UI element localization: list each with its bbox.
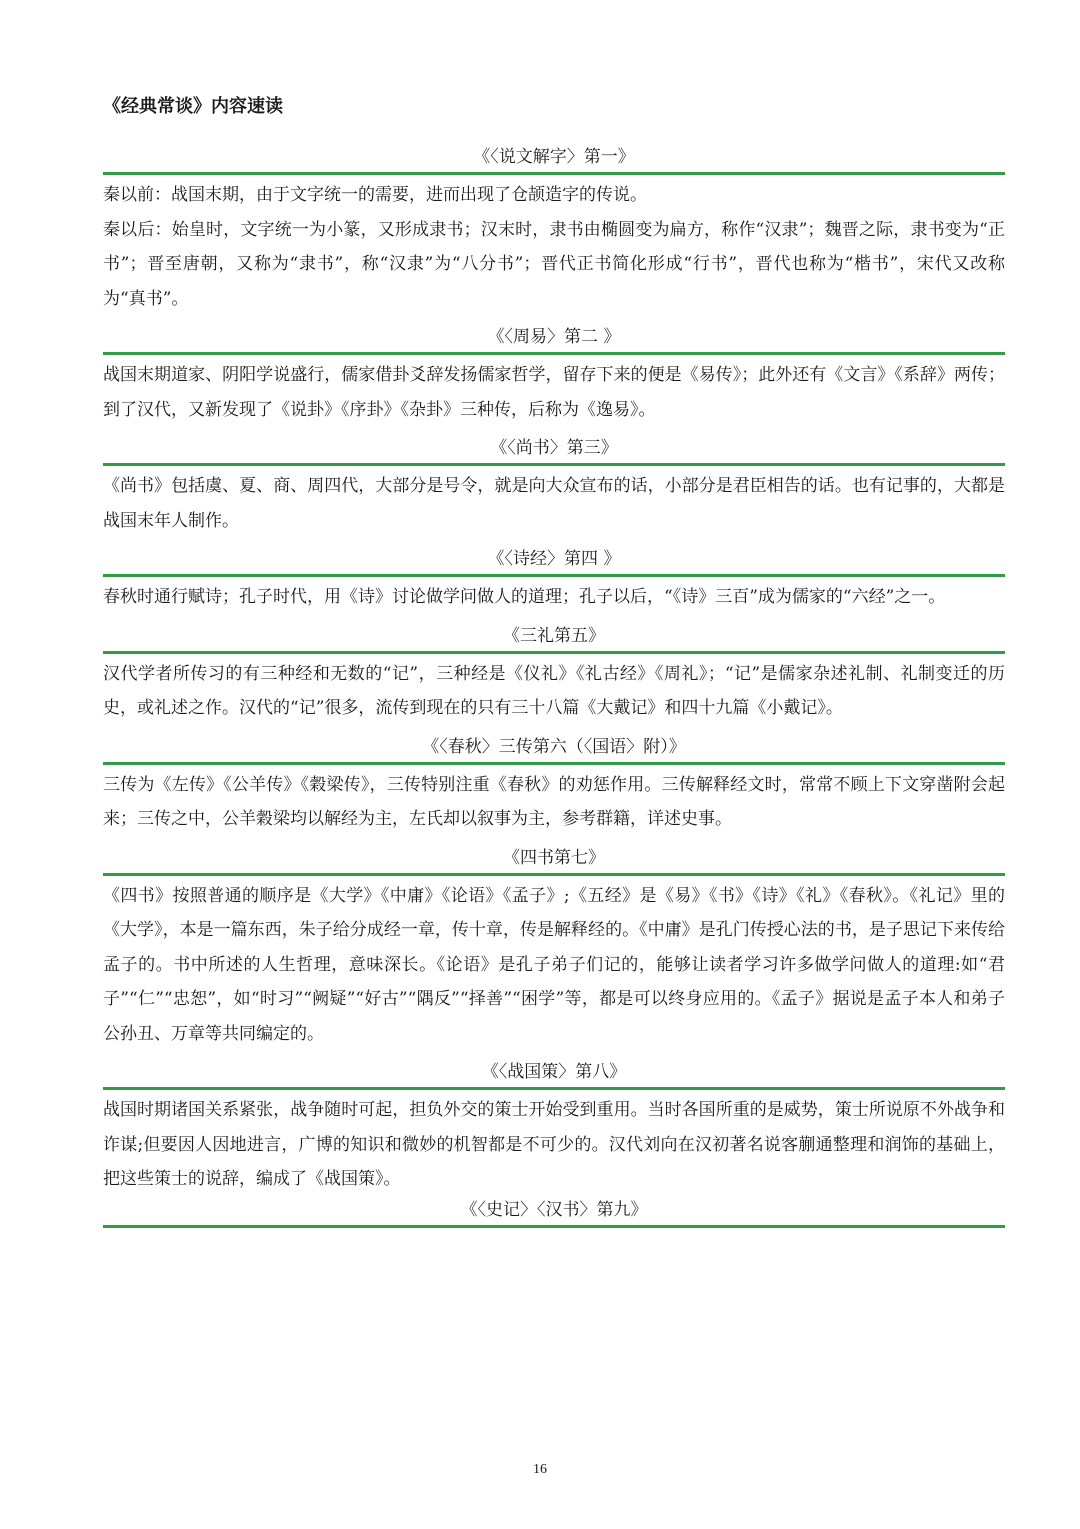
section-sanli <box>103 623 1005 726</box>
section-heading: 《〈春秋〉三传第六（〈国语〉附）》 <box>103 734 1005 765</box>
section-sishu <box>103 845 1005 1052</box>
section-shijing <box>103 546 1005 615</box>
paragraph: 秦以前：战国末期，由于文字统一的需要，进而出现了仓颉造字的传说。 <box>103 185 647 205</box>
section-shangshu <box>103 435 1005 538</box>
paragraph: 战国时期诸国关系紧张，战争随时可起，担负外交的策士开始受到重用。当时各国所重的是威势，策士所说原不外战争和诈谋;但要因人因地进言，广博的知识和微妙的机智都是不可少的。汉代刘向在汉初著名说客蒯通整理和润饰的基础上，把这些策士的说辞，编成了《战国策》。 <box>103 1100 1005 1189</box>
section-shiji-hanshu <box>103 1197 1005 1228</box>
paragraph: 三传为《左传》《公羊传》《穀梁传》，三传特别注重《春秋》的劝惩作用。三传解释经文时，常常不顾上下文穿凿附会起来；三传之中，公羊穀梁均以解经为主，左氏却以叙事为主，参考群籍，详述史事。 <box>103 774 1005 829</box>
section-heading: 《〈尚书〉第三》 <box>103 435 1005 466</box>
section-heading: 《三礼第五》 <box>103 623 1005 654</box>
section-body <box>103 765 1005 837</box>
section-zhanguoce <box>103 1059 1005 1197</box>
section-heading: 《〈周易〉第二 》 <box>103 324 1005 355</box>
section-body <box>103 577 1005 615</box>
page-number: 16 <box>533 1462 547 1477</box>
section-body <box>103 175 1005 316</box>
section-heading: 《四书第七》 <box>103 845 1005 876</box>
paragraph: 汉代学者所传习的有三种经和无数的“记”，三种经是《仪礼》《礼古经》《周礼》；“记”是儒家杂述礼制、礼制变迁的历史，或礼述之作。汉代的“记”很多，流传到现在的只有三十八篇《大戴记》和四十九篇《小戴记》。 <box>103 663 1005 718</box>
section-heading: 《〈说文解字〉第一》 <box>103 144 1005 175</box>
section-body <box>103 466 1005 538</box>
section-body <box>103 876 1005 1052</box>
section-zhouyi <box>103 324 1005 427</box>
section-body <box>103 355 1005 427</box>
section-heading: 《〈史记〉〈汉书〉第九》 <box>103 1197 1005 1228</box>
paragraph: 秦以后：始皇时，文字统一为小篆，又形成隶书；汉末时，隶书由椭圆变为扁方，称作“汉隶”；魏晋之际，隶书变为“正书”；晋至唐朝，又称为“隶书”，称“汉隶”为“八分书”；晋代正书简化形成“行书”，晋代也称为“楷书”，宋代又改称为“真书”。 <box>103 219 1005 309</box>
paragraph: 春秋时通行赋诗；孔子时代，用《诗》讨论做学问做人的道理；孔子以后，“《诗》三百”成为儒家的“六经”之一。 <box>103 587 946 607</box>
paragraph: 战国末期道家、阴阳学说盛行，儒家借卦爻辞发扬儒家哲学，留存下来的便是《易传》；此外还有《文言》《系辞》两传；到了汉代，又新发现了《说卦》《序卦》《杂卦》三种传，后称为《逸易》。 <box>103 365 1005 420</box>
section-shuowen <box>103 144 1005 316</box>
section-heading: 《〈诗经〉第四 》 <box>103 546 1005 577</box>
section-chunqiu <box>103 734 1005 837</box>
document-title: 《经典常谈》内容速读 <box>103 96 283 117</box>
section-heading: 《〈战国策〉第八》 <box>103 1059 1005 1090</box>
paragraph: 《四书》按照普通的顺序是《大学》《中庸》《论语》《孟子》;《五经》是《易》《书》《诗》《礼》《春秋》。《礼记》里的《大学》，本是一篇东西，朱子给分成经一章，传十章，传是解释经的。《中庸》是孔门传授心法的书，是子思记下来传给孟子的。书中所述的人生哲理，意味深长。《论语》是孔子弟子们记的，能够让读者学习许多做学问做人的道理:如“君子”“仁”“忠恕”，如“时习”“阙疑”“好古”“隅反”“择善”“困学”等，都是可以终身应用的。《孟子》据说是孟子本人和弟子公孙丑、万章等共同编定的。 <box>103 885 1005 1044</box>
section-body <box>103 654 1005 726</box>
document-page <box>103 94 1005 1228</box>
paragraph: 《尚书》包括虞、夏、商、周四代，大部分是号令，就是向大众宣布的话，小部分是君臣相告的话。也有记事的，大都是战国末年人制作。 <box>103 476 1005 531</box>
section-body <box>103 1090 1005 1197</box>
